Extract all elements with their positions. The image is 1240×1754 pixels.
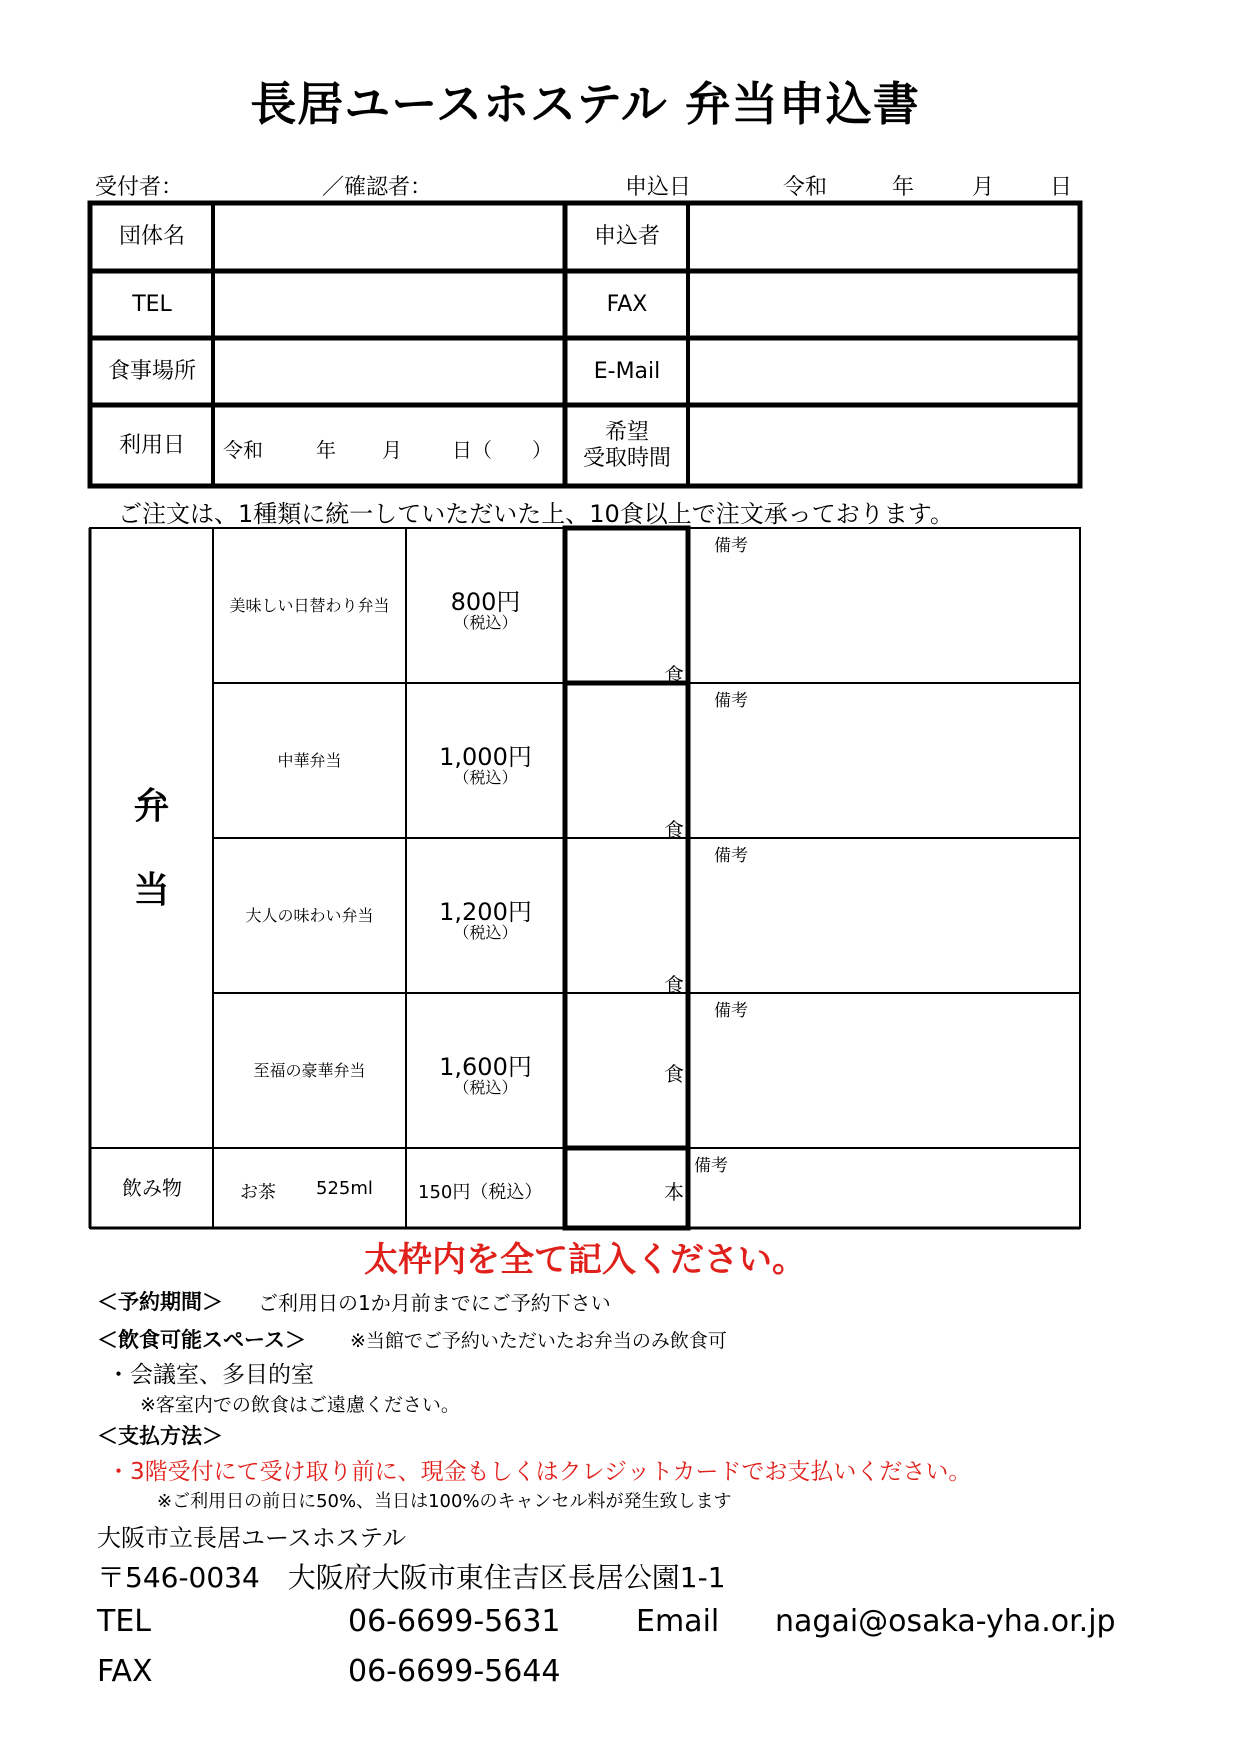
contact-fax: 06-6699-5644 [348,1654,561,1689]
meal-place-label: 食事場所 [107,358,196,384]
pay-text: ・3階受付にて受け取り前に、現金もしくはクレジットカードでお支払いください。 [107,1459,972,1485]
meal-place-field[interactable] [216,341,562,402]
drink-qty-unit: 本 [664,1180,684,1204]
pickup-time-line2: 受取時間 [582,445,671,471]
bento-item-name: 美味しい日替わり弁当 [229,595,390,615]
email-field[interactable] [691,341,1077,402]
order-notice: ご注文は、1種類に統一していただいた上、10食以上で注文承っております。 [118,500,954,528]
fill-in-notice: 太枠内を全て記入ください。 [364,1240,806,1280]
pickup-time-label [567,407,687,484]
bento-item-name: 至福の豪華弁当 [253,1060,366,1080]
bento-label-2: 当 [133,870,170,911]
drink-name: お茶 [240,1182,276,1203]
bento-qty-unit: 食 [664,1062,684,1086]
contact-email-label: Email [636,1604,720,1639]
contact-address: 〒546-0034 大阪府大阪市東住吉区長居公園1-1 [97,1561,726,1594]
pickup-time-line1: 希望 [604,420,649,446]
bento-item-tax: （税込） [453,1078,518,1097]
bento-item-price: 1,600円 [439,1053,532,1081]
email-label: E-Mail [593,358,661,384]
bento-label-1: 弁 [133,786,170,827]
bento-item-price: 1,200円 [439,898,532,926]
bento-item-tax: （税込） [453,613,518,632]
use-date-year: 年 [316,438,336,462]
use-date-close: ） [532,438,552,462]
bento-item-name: 中華弁当 [277,750,342,770]
bento-item-name: 大人の味わい弁当 [245,905,374,925]
apply-date-day: 日 [1050,175,1073,200]
contact-email[interactable]: nagai@osaka-yha.or.jp [775,1604,1116,1639]
applicant-label: 申込者 [593,224,660,250]
page-title: 長居ユースホステル 弁当申込書 [250,77,920,131]
use-date-era: 令和 [223,438,263,462]
bento-note-field[interactable] [690,995,1078,1147]
pickup-time-field[interactable] [691,408,1077,483]
drink-volume: 525ml [316,1178,373,1199]
bento-item-price: 1,000円 [439,743,532,771]
cancel-note: ※ご利用日の前日に50%、当日は100%のキャンセル料が発生致します [157,1491,732,1512]
bento-note-label: 備考 [714,536,748,556]
drink-note-label: 備考 [694,1156,728,1176]
fax-field[interactable] [691,274,1077,335]
receiver-label: 受付者： [95,175,184,200]
contact-org: 大阪市立長居ユースホステル [97,1524,407,1552]
bento-note-field[interactable] [690,840,1078,992]
bento-qty-unit: 食 [664,818,684,842]
apply-date-era: 令和 [783,175,828,200]
contact-tel-label: TEL [97,1604,151,1639]
space-rooms: ・会議室、多目的室 [107,1362,314,1388]
confirmer-label: ／確認者： [322,175,433,200]
pay-heading: ＜支払方法＞ [97,1424,223,1448]
drink-note-field[interactable] [690,1150,1078,1226]
apply-date-label: 申込日 [625,175,692,200]
contact-tel: 06-6699-5631 [348,1604,561,1639]
group-name-label: 団体名 [118,224,185,250]
tel-label: TEL [132,291,172,317]
bento-item-tax: （税込） [453,923,518,942]
space-note: ※当館でご予約いただいたお弁当のみ飲食可 [350,1330,727,1352]
bento-item-price: 800円 [450,588,521,616]
bento-note-label: 備考 [714,691,748,711]
bento-note-field[interactable] [690,530,1078,682]
apply-date-year: 年 [892,175,915,200]
use-date-field[interactable] [216,408,562,483]
space-room-note: ※客室内での飲食はご遠慮ください。 [140,1394,460,1416]
bento-qty-unit: 食 [664,663,684,687]
use-date-label: 利用日 [118,432,185,458]
space-heading: ＜飲食可能スペース＞ [97,1328,306,1352]
bento-note-label: 備考 [714,846,748,866]
reserve-heading: ＜予約期間＞ [97,1290,223,1314]
use-date-month: 月 [382,438,402,462]
apply-date-month: 月 [972,175,995,200]
drink-label: 飲み物 [122,1175,182,1200]
bento-note-field[interactable] [690,685,1078,837]
bento-item-tax: （税込） [453,768,518,787]
contact-fax-label: FAX [97,1654,153,1689]
applicant-field[interactable] [691,206,1077,268]
bento-qty-unit: 食 [664,973,684,997]
tel-field[interactable] [216,274,562,335]
drink-price: 150円（税込） [418,1182,543,1203]
use-date-day: 日（ [452,438,492,462]
group-name-field[interactable] [216,206,562,268]
reserve-text: ご利用日の1か月前までにご予約下さい [258,1291,611,1315]
bento-note-label: 備考 [714,1001,748,1021]
fax-label: FAX [606,291,648,317]
